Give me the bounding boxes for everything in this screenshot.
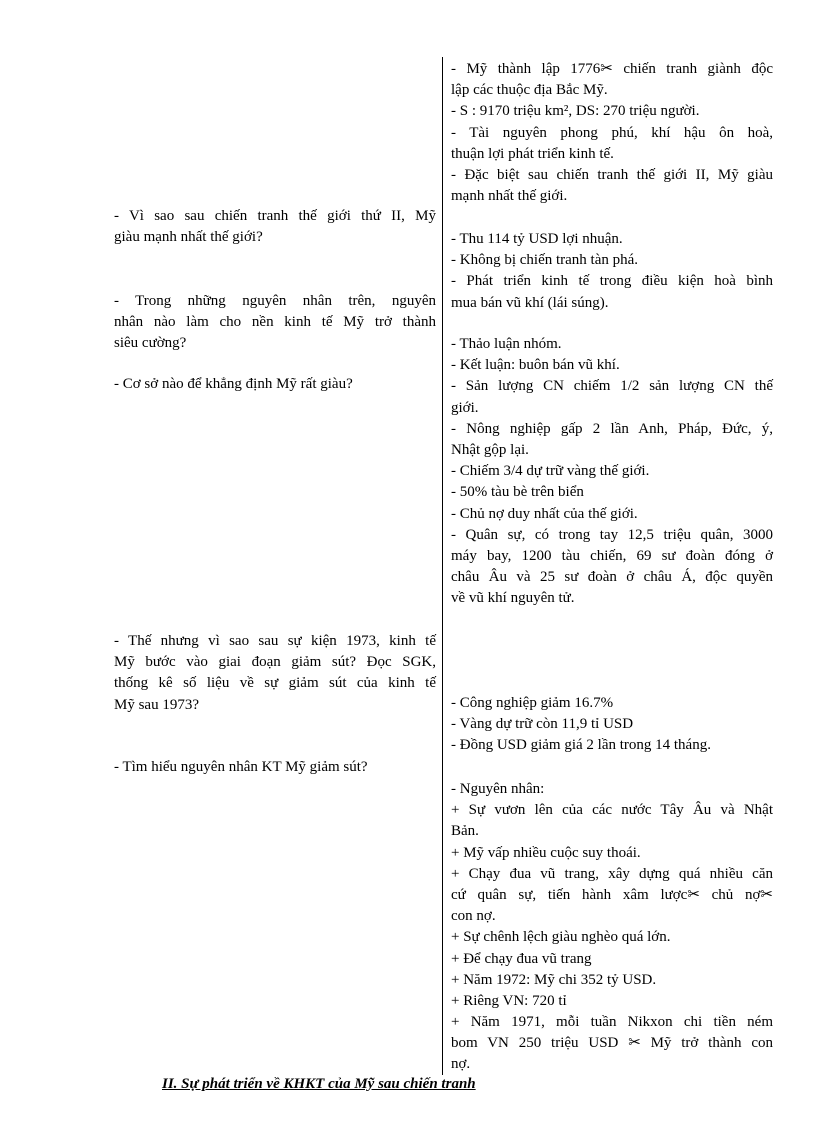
answer-line: + Riêng VN: 720 tỉ — [451, 992, 567, 1009]
answer-line: lập các thuộc địa Bắc Mỹ. — [451, 82, 608, 99]
question-line: - Cơ sở nào để khẳng định Mỹ rất giàu? — [114, 376, 353, 392]
answer-line: + Chạy đua vũ trang, xây dựng quá nhiều căn — [451, 865, 773, 882]
answer-line: - Chiếm 3/4 dự trữ vàng thế giới. — [451, 463, 650, 480]
answer-line: - S : 9170 triệu km², DS: 270 triệu người. — [451, 103, 700, 120]
answer-line: - Phát triển kinh tế trong điều kiện hoà bình — [451, 273, 773, 290]
answer-line: - Đồng USD giảm giá 2 lần trong 14 tháng. — [451, 737, 711, 754]
answer-block — [451, 693, 773, 757]
answer-line: - Vàng dự trữ còn 11,9 tỉ USD — [451, 716, 634, 733]
answer-line: - 50% tàu bè trên biển — [451, 484, 584, 501]
answer-block — [451, 59, 773, 207]
answer-line: - Mỹ thành lập 1776✂ chiến tranh giành độc — [451, 61, 773, 77]
question-block — [114, 631, 436, 716]
question-line: giàu mạnh nhất thế giới? — [114, 229, 263, 246]
answer-line: - Thu 114 tỷ USD lợi nhuận. — [451, 231, 623, 247]
answer-line: + Năm 1971, mỗi tuần Nikxon chi tiền ném — [451, 1014, 773, 1031]
question-line: - Trong những nguyên nhân trên, nguyên — [114, 293, 436, 309]
section-heading: II. Sự phát triển về KHKT của Mỹ sau chiến tranh — [162, 1076, 476, 1092]
question-line: nhân nào làm cho nền kinh tế Mỹ trở thành — [114, 314, 436, 331]
answer-line: - Sản lượng CN chiếm 1/2 sản lượng CN thế — [451, 378, 773, 395]
answer-block — [451, 334, 773, 609]
answer-line: - Nguyên nhân: — [451, 781, 545, 797]
answer-line: - Tài nguyên phong phú, khí hậu ôn hoà, — [451, 124, 773, 141]
question-line: - Thế nhưng vì sao sau sự kiện 1973, kinh tế — [114, 633, 436, 649]
question-line: thống kê số liệu về sự giảm sút của kinh tế — [114, 675, 436, 692]
answer-line: châu Âu và 25 sư đoàn ở châu Á, độc quyền — [451, 569, 773, 586]
answer-line: - Thảo luận nhóm. — [451, 336, 562, 352]
answer-line: nợ. — [451, 1056, 471, 1073]
answer-line: cứ quân sự, tiến hành xâm lược✂ chủ nợ✂ — [451, 886, 773, 903]
answer-line: mạnh nhất thế giới. — [451, 188, 568, 205]
answer-line: - Công nghiệp giảm 16.7% — [451, 695, 614, 711]
answer-line: + Sự chênh lệch giàu nghèo quá lớn. — [451, 929, 671, 946]
question-line: - Tìm hiểu nguyên nhân KT Mỹ giảm sút? — [114, 759, 368, 775]
question-block — [114, 291, 436, 355]
answer-line: thuận lợi phát triển kinh tế. — [451, 145, 614, 162]
answer-line: - Kết luận: buôn bán vũ khí. — [451, 357, 620, 374]
answer-block — [451, 779, 773, 1076]
answer-line: máy bay, 1200 tàu chiến, 69 sư đoàn đóng ở — [451, 547, 773, 564]
question-line: siêu cường? — [114, 335, 187, 352]
question-line: - Vì sao sau chiến tranh thế giới thứ II, Mỹ — [114, 208, 436, 224]
answer-line: mua bán vũ khí (lái súng). — [451, 294, 609, 311]
question-block — [114, 206, 436, 248]
answer-line: + Mỹ vấp nhiều cuộc suy thoái. — [451, 844, 641, 861]
answer-line: - Không bị chiến tranh tàn phá. — [451, 252, 639, 269]
answer-line: + Để chạy đua vũ trang — [451, 950, 592, 967]
question-block — [114, 757, 436, 778]
answer-line: + Năm 1972: Mỹ chi 352 tỷ USD. — [451, 971, 657, 988]
answer-line: - Nông nghiệp gấp 2 lần Anh, Pháp, Đức, ý, — [451, 420, 773, 437]
answer-line: - Đặc biệt sau chiến tranh thế giới II, Mỹ giàu — [451, 166, 773, 183]
question-line: Mỹ sau 1973? — [114, 696, 199, 713]
answer-line: + Sự vươn lên của các nước Tây Âu và Nhật — [451, 802, 773, 819]
answer-line: Bản. — [451, 823, 479, 840]
question-block — [114, 374, 436, 395]
answer-line: về vũ khí nguyên tử. — [451, 590, 575, 607]
answer-block — [451, 229, 773, 314]
answer-line: con nợ. — [451, 908, 496, 925]
answer-line: - Quân sự, có trong tay 12,5 triệu quân, 3000 — [451, 526, 773, 543]
answer-line: - Chủ nợ duy nhất của thế giới. — [451, 505, 638, 522]
answer-line: bom VN 250 triệu USD ✂ Mỹ trở thành con — [451, 1035, 773, 1052]
answer-line: Nhật gộp lại. — [451, 441, 529, 458]
answer-line: giới. — [451, 399, 479, 416]
column-divider — [442, 57, 443, 1075]
question-line: Mỹ bước vào giai đoạn giảm sút? Đọc SGK, — [114, 654, 436, 671]
